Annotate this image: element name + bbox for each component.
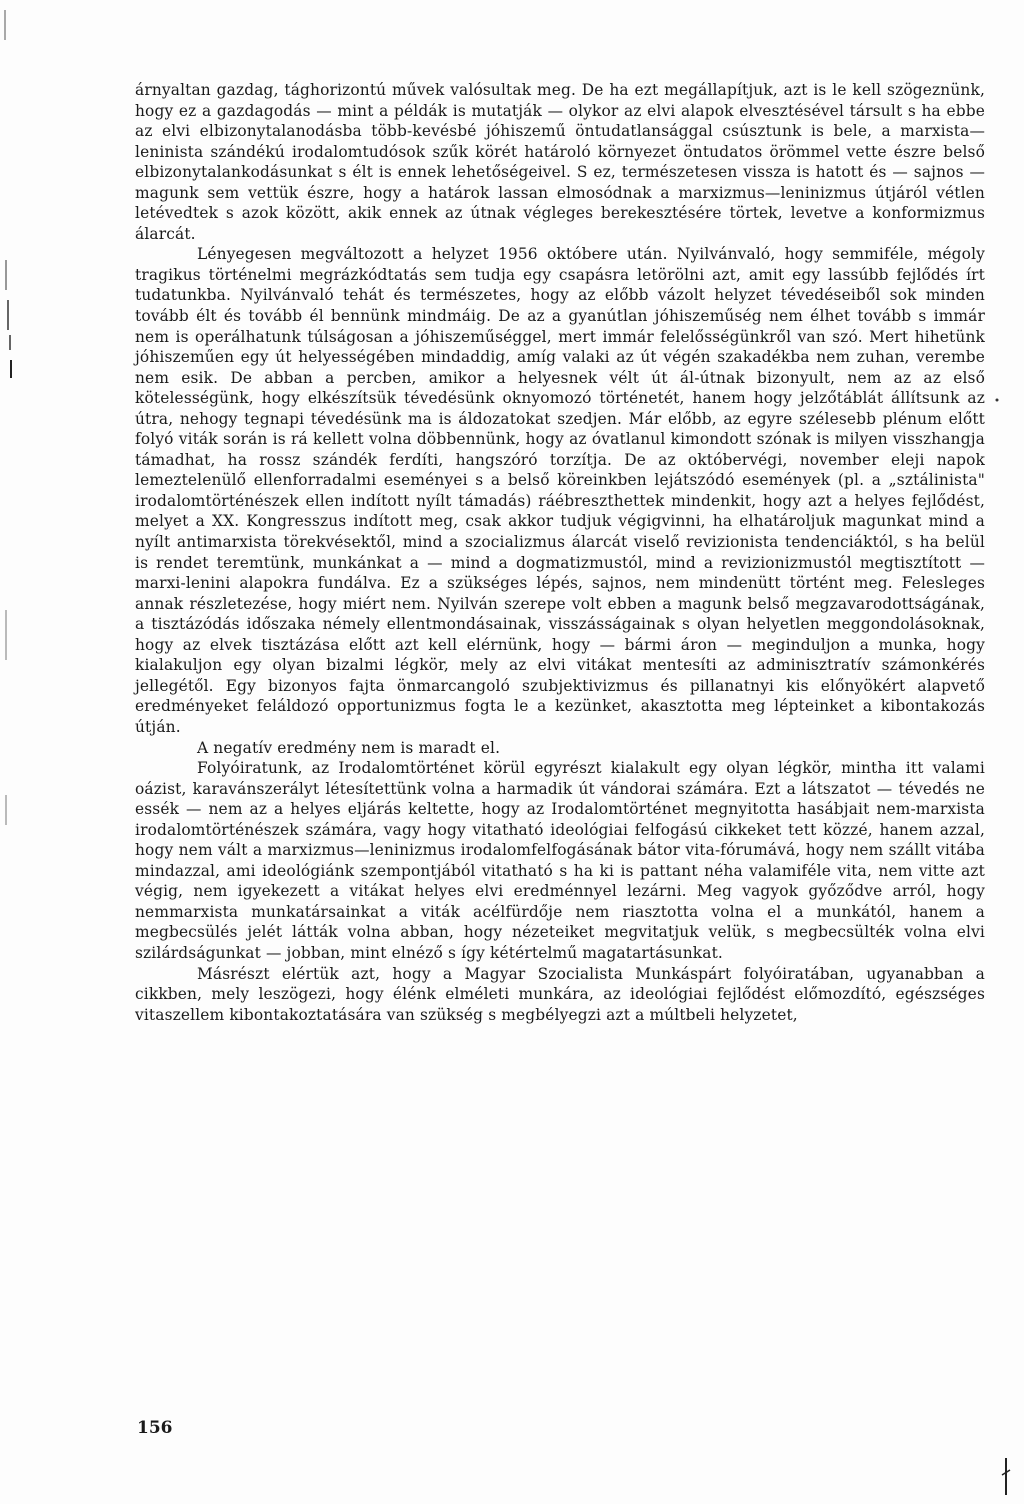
paragraph-3: A negatív eredmény nem is maradt el.	[197, 738, 501, 757]
paragraph-2: Lényegesen megváltozott a helyzet 1956 októbere után. Nyilvánvaló, hogy semmiféle, mégoly tragikus történelmi megrázkódtatás sem tudja egy csapásra letörölni azt, amit egy lassúbb fejlődés írt tudatunkba. Nyilvánvaló tehát és természetes, hogy az előbb vázolt helyzet tévedéseiből sok minden tovább élt és tovább él bennünk mindmáig. De az a gyanútlan jóhiszeműség nem élhet tovább s immár nem is operálhatunk túlságosan a jóhiszeműséggel, mert immár felelősségünkről van szó. Mert hihetünk jóhiszeműen egy út helyességében mindaddig, amíg valaki az út végén szakadékba nem zuhan, verembe nem esik. De abban a percben, amikor a helyesnek vélt út ál-útnak bizonyult, nem az az első kötelességünk, hogy elkészítsük tévedésünk oknyomozó történetét, hanem hogy jelzőtáblát állítsunk az útra, nehogy tegnapi tévedésünk ma is áldozatokat szedjen. Már előbb, az egyre szélesebb plénum előtt folyó viták során is rá kellett volna döbbennünk, hogy az óvatlanul kimondott szónak is milyen visszhangja támadhat, ha rossz szándék ferdíti, hangszóró torzítja. De az októbervégi, november eleji napok lemeztelenülő ellenforradalmi eseményei s a belső köreinkben lejátszódó események (pl. a „sztálinista" irodalomtörténészek ellen indított nyílt támadás) ráébreszthettek mindenkit, hogy azt a helyes fejlődést, melyet a XX. Kongresszus indított meg, csak akkor tudjuk végigvinni, ha elhatároljuk magunkat mind a nyílt antimarxista törekvésektől, mind a szocializmus álarcát viselő revizionista tendenciáktól, s ha belül is rendet teremtünk, munkánkat a — mind a dogmatizmustól, mind a revizionizmustól megtisztított — marxi-lenini alapokra fundálva. Ez a szükséges lépés, sajnos, nem mindenütt történt meg. Felesleges annak részletezése, hogy miért nem. Nyilván szerepe volt ebben a magunk belső megzavarodottságának, a tisztázódás időszaka némely ellentmondásainak, visszásságainak s olyan helyetlen meggondolásoknak, hogy az elvek tisztázása előtt azt kell elérnünk, hogy — bármi áron — meginduljon a munka, hogy kialakuljon egy olyan bizalmi légkör, mely az elvi vitákat mentesíti az adminisztratív számonkérés jellegétől. Egy bizonyos fajta önmarcangoló szubjektivizmus és pillanatnyi kis előnyökért alapvető eredményeket feláldozó opportunizmus fogta le a kezünket, akasztotta meg lépteinket a kibontakozás útján.	[135, 245, 985, 736]
body-text	[135, 80, 985, 1025]
paragraph-5: Másrészt elértük azt, hogy a Magyar Szocialista Munkáspárt folyóiratában, ugyanabban a cikkben, mely leszögezi, hogy élénk elméleti munkára, az ideológiai fejlődést előmozdító, egészséges vitaszellem kibontakoztatására van szükség s megbélyegzi azt a múltbeli helyzetet,	[135, 964, 985, 1024]
page-number: 156	[137, 1418, 173, 1438]
right-margin-scan-marks	[984, 0, 1024, 1504]
paragraph-1: árnyaltan gazdag, tághorizontú művek valósultak meg. De ha ezt megállapítjuk, azt is le kell szögeznünk, hogy ez a gazdagodás — mint a példák is mutatják — olykor az elvi alapok elvesztésével társult s ha ebbe az elvi elbizonytalanodásba több-kevésbé jóhiszemű öntudatlansággal csúsztunk is bele, a marxista—leninista szándékú irodalomtudósok szűk körét határoló környezet öntudatos örömmel vette észre belső elbizonytalankodásunkat s élt is ennek lehetőségeivel. S ez, természetesen vissza is hatott és — sajnos — magunk sem vettük észre, hogy a határok lassan elmosódnak a marxizmus—leninizmus útjáról vétlen letévedtek s azok között, akik ennek az útnak végleges berekesztésére törtek, levetve a konformizmus álarcát.	[135, 81, 985, 243]
paragraph-4: Folyóiratunk, az Irodalomtörténet körül egyrészt kialakult egy olyan légkör, mintha itt valami oázist, karavánszerályt létesítettünk volna a harmadik út vándorai számára. Ezt a látszatot — tévedés ne essék — nem az a helyes eljárás keltette, hogy az Irodalomtörténet megnyitotta hasábjait nem-marxista irodalomtörténészek számára, vagy hogy vitatható ideológiai felfogású cikkeket tett közzé, hanem azzal, hogy nem vált a marxizmus—leninizmus irodalomfelfogásának bátor vita-fórumává, hogy nem szállt vitába mindazzal, ami ideológiánk szempontjából vitatható s ha ki is pattant néha valamiféle vita, nem vitte azt végig, nem igyekezett a vitákat helyes elvi eredménnyel lezárni. Meg vagyok győződve arról, hogy nemmarxista munkatársainkat a viták acélfürdője nem riasztotta volna el a munkától, hanem a megbecsülés jelét látták volna abban, hogy nézeteiket megvitatjuk velük, s megbecsülték volna elvi szilárdságunkat — jobban, mint elnéző s így kétértelmű magatartásunkat.	[135, 759, 985, 962]
left-margin-scan-marks	[0, 0, 40, 1504]
